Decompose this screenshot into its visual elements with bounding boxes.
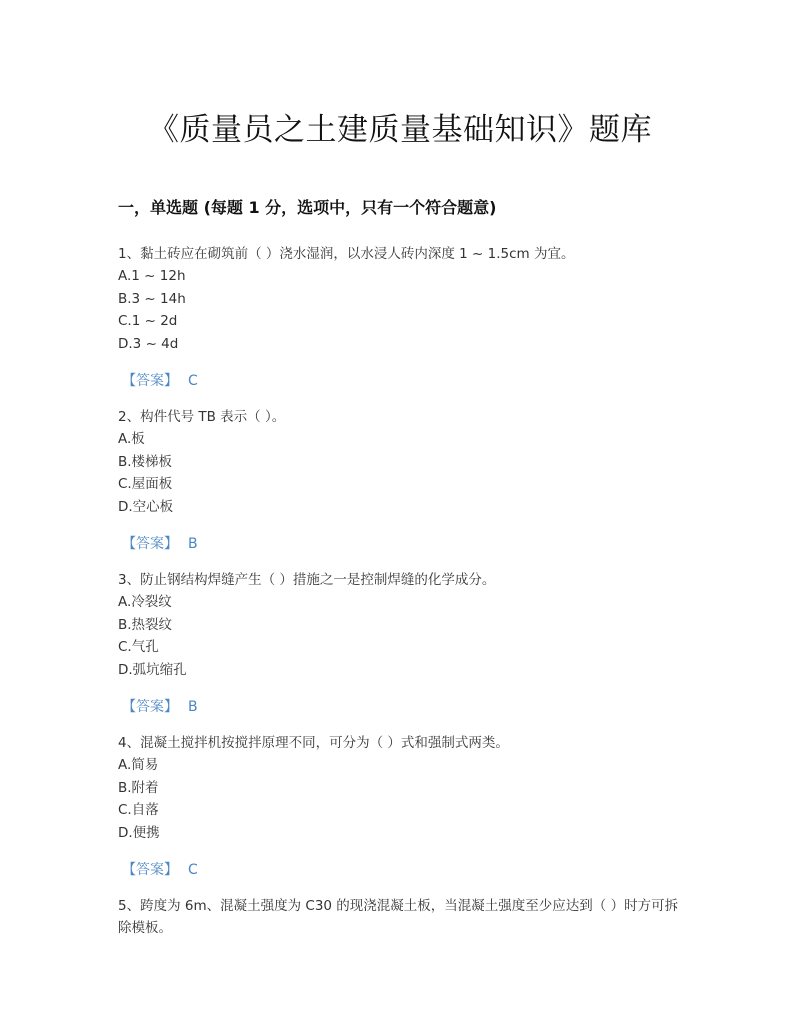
option-a: A.简易 — [118, 757, 159, 773]
answer-row — [122, 696, 688, 718]
option-b: B.附着 — [118, 779, 159, 796]
option-a: A.冷裂纹 — [118, 594, 172, 610]
document-title: 《质量员之土建质量基础知识》题库 — [148, 112, 652, 148]
answer-label: 【答案】 — [122, 862, 178, 878]
answer-value: B — [188, 536, 198, 552]
question-1 — [118, 243, 688, 392]
option-c: C.1 ~ 2d — [118, 313, 178, 329]
question-text: 5、跨度为 6m、混凝土强度为 C30 的现浇混凝土板，当混凝土强度至少应达到（ ）时方可拆除模板。 — [118, 898, 679, 936]
question-3 — [118, 569, 688, 718]
question-list — [118, 243, 688, 939]
option-a: A.1 ~ 12h — [118, 268, 186, 284]
question-text: 4、混凝土搅拌机按搅拌原理不同，可分为（ ）式和强制式两类。 — [118, 735, 509, 751]
option-b: B.3 ~ 14h — [118, 290, 186, 307]
answer-row — [122, 533, 688, 555]
option-b: B.楼梯板 — [118, 453, 173, 470]
question-text: 2、构件代号 TB 表示（ ）。 — [118, 409, 286, 425]
answer-label: 【答案】 — [122, 536, 178, 552]
option-c: C.气孔 — [118, 639, 159, 655]
answer-row — [122, 859, 688, 881]
option-c: C.屋面板 — [118, 476, 173, 492]
question-4 — [118, 732, 688, 881]
option-d: D.弧坑缩孔 — [118, 661, 187, 678]
section-heading: 一，单选题 (每题 1 分，选项中，只有一个符合题意) — [118, 198, 497, 217]
answer-label: 【答案】 — [122, 699, 178, 715]
question-5 — [118, 895, 688, 939]
option-a: A.板 — [118, 431, 145, 447]
question-text: 1、黏土砖应在砌筑前（ ）浇水湿润，以水浸人砖内深度 1 ~ 1.5cm 为宜。 — [118, 246, 575, 262]
answer-value: B — [188, 699, 198, 715]
option-d: D.便携 — [118, 824, 160, 841]
option-d: D.3 ~ 4d — [118, 335, 179, 352]
question-2 — [118, 406, 688, 555]
question-text: 3、防止钢结构焊缝产生（ ）措施之一是控制焊缝的化学成分。 — [118, 572, 496, 588]
option-c: C.自落 — [118, 802, 159, 818]
option-b: B.热裂纹 — [118, 616, 173, 633]
answer-row — [122, 370, 688, 392]
option-d: D.空心板 — [118, 498, 174, 515]
answer-label: 【答案】 — [122, 373, 178, 389]
answer-value: C — [188, 373, 198, 389]
answer-value: C — [188, 862, 198, 878]
